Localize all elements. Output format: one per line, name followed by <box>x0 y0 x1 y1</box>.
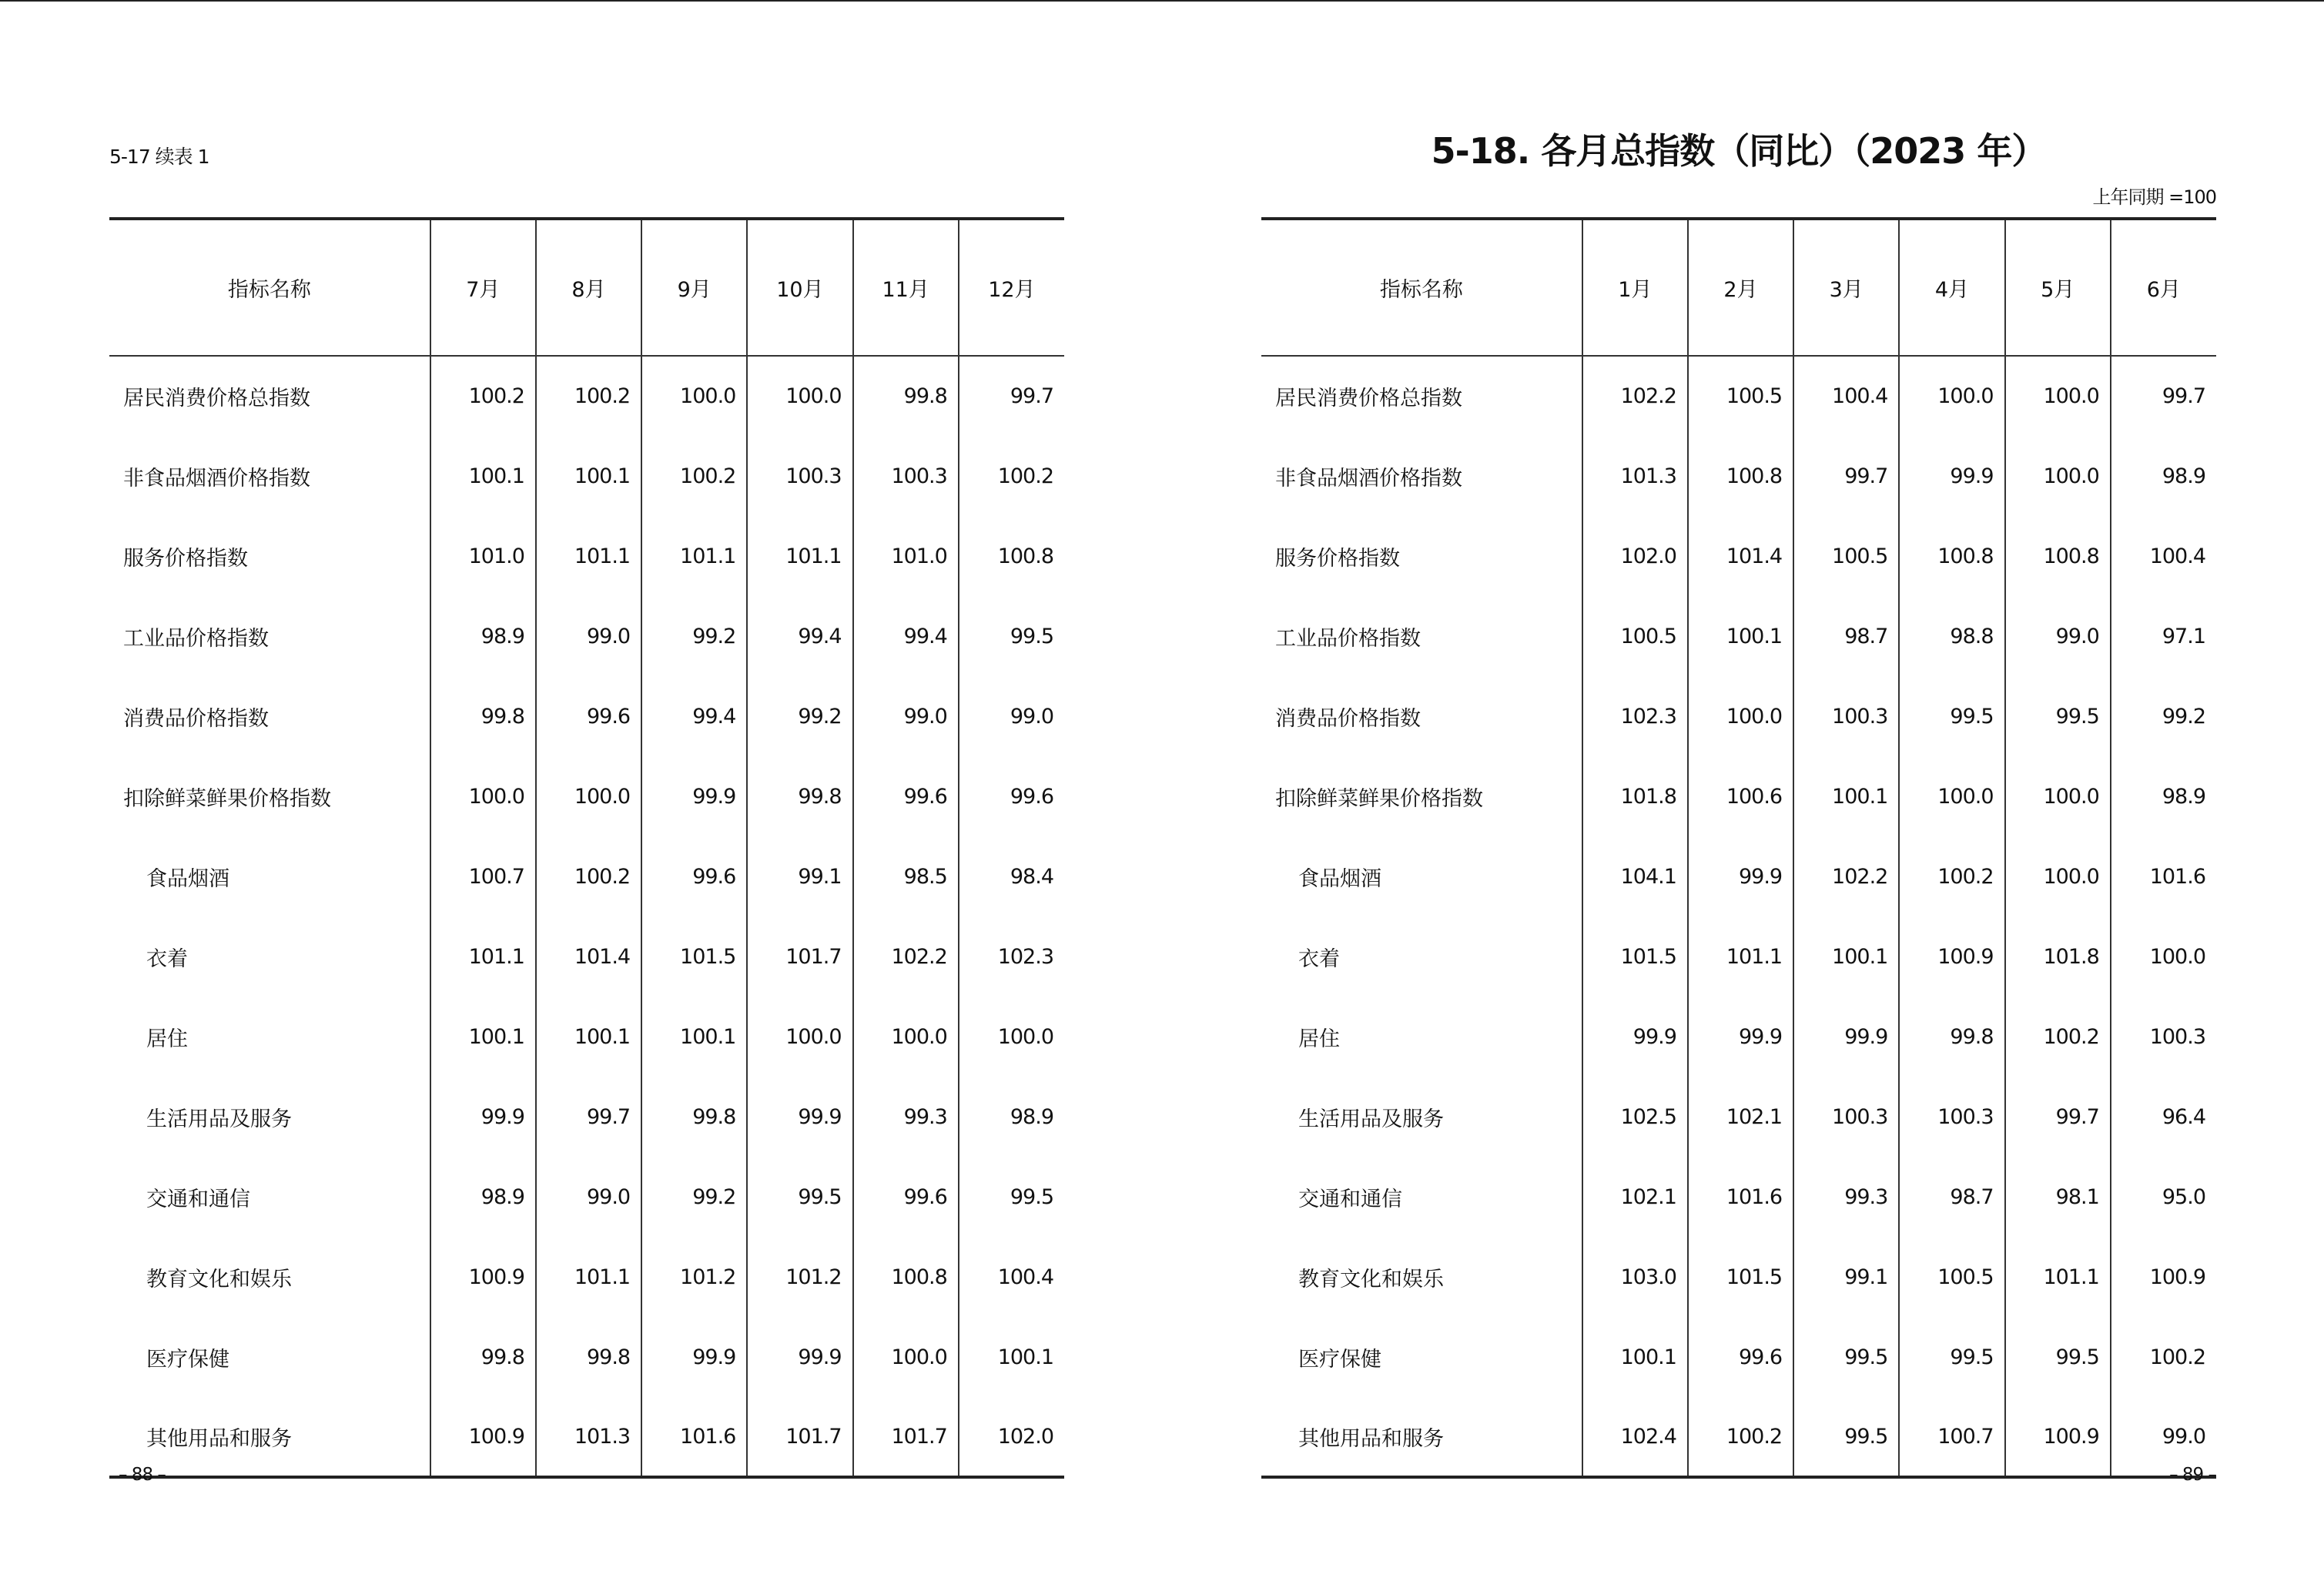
index-value-cell: 100.1 <box>641 997 747 1077</box>
index-value-cell: 100.1 <box>430 436 536 516</box>
index-value-cell: 99.0 <box>2111 1397 2216 1477</box>
index-value-cell: 100.8 <box>1688 436 1793 516</box>
index-value-cell: 101.8 <box>1582 756 1688 836</box>
index-value-cell: 100.0 <box>2005 436 2111 516</box>
index-value-cell: 99.2 <box>2111 676 2216 756</box>
index-value-cell: 100.0 <box>2005 756 2111 836</box>
index-value-cell: 100.7 <box>1899 1397 2004 1477</box>
index-value-cell: 102.5 <box>1582 1077 1688 1157</box>
table-row <box>1261 916 2216 997</box>
row-indicator-name: 衣着 <box>1298 946 1340 971</box>
row-indicator-name: 教育文化和娱乐 <box>146 1267 292 1292</box>
index-value-cell: 99.4 <box>641 676 747 756</box>
index-value-cell: 101.5 <box>1688 1237 1793 1317</box>
index-value-cell: 102.1 <box>1582 1157 1688 1237</box>
column-header-month: 7月 <box>430 219 536 356</box>
index-value-cell: 99.9 <box>1688 836 1793 916</box>
table-row <box>1261 356 2216 436</box>
index-value-cell: 99.3 <box>1793 1157 1899 1237</box>
index-value-cell: 100.4 <box>959 1237 1064 1317</box>
row-indicator-name: 衣着 <box>146 946 188 971</box>
table-body <box>109 356 1064 1477</box>
index-value-cell: 99.1 <box>747 836 852 916</box>
index-value-cell: 100.1 <box>536 436 641 516</box>
index-value-cell: 99.0 <box>536 1157 641 1237</box>
index-value-cell: 100.3 <box>1899 1077 2004 1157</box>
index-value-cell: 98.9 <box>430 596 536 676</box>
index-value-cell: 100.2 <box>959 436 1064 516</box>
index-value-cell: 100.9 <box>1899 916 2004 997</box>
index-value-cell: 102.0 <box>959 1397 1064 1477</box>
index-value-cell: 100.3 <box>853 436 959 516</box>
index-value-cell: 99.6 <box>853 756 959 836</box>
index-value-cell: 101.1 <box>430 916 536 997</box>
row-indicator-name: 教育文化和娱乐 <box>1298 1267 1444 1292</box>
column-header-month: 1月 <box>1582 219 1688 356</box>
index-value-cell: 99.9 <box>747 1317 852 1397</box>
row-indicator-name: 居住 <box>146 1027 188 1051</box>
index-value-cell: 100.0 <box>641 356 747 436</box>
index-value-cell: 99.1 <box>1793 1237 1899 1317</box>
index-value-cell: 102.2 <box>1582 356 1688 436</box>
index-value-cell: 100.8 <box>1899 516 2004 596</box>
table-row <box>109 676 1064 756</box>
table-row <box>109 1237 1064 1317</box>
index-value-cell: 99.7 <box>1793 436 1899 516</box>
index-value-cell: 99.5 <box>959 596 1064 676</box>
index-value-cell: 98.9 <box>430 1157 536 1237</box>
index-value-cell: 99.0 <box>853 676 959 756</box>
index-value-cell: 100.0 <box>2005 836 2111 916</box>
index-value-cell: 100.5 <box>1688 356 1793 436</box>
index-value-cell: 100.2 <box>641 436 747 516</box>
index-value-cell: 101.1 <box>2005 1237 2111 1317</box>
index-value-cell: 99.2 <box>641 1157 747 1237</box>
row-indicator-name: 居民消费价格总指数 <box>1275 387 1462 410</box>
index-value-cell: 101.1 <box>536 516 641 596</box>
base-note: 上年同期 =100 <box>2092 186 2216 208</box>
index-value-cell: 100.1 <box>536 997 641 1077</box>
table-row <box>1261 1317 2216 1397</box>
table-row <box>1261 676 2216 756</box>
row-indicator-name: 工业品价格指数 <box>123 626 269 651</box>
index-value-cell: 101.1 <box>1688 916 1793 997</box>
table-row <box>109 836 1064 916</box>
index-value-cell: 99.0 <box>959 676 1064 756</box>
row-indicator-name: 居住 <box>1298 1027 1340 1051</box>
index-value-cell: 99.4 <box>747 596 852 676</box>
index-value-cell: 100.0 <box>959 997 1064 1077</box>
index-value-cell: 100.2 <box>2005 997 2111 1077</box>
index-value-cell: 100.2 <box>1899 836 2004 916</box>
index-value-cell: 99.8 <box>641 1077 747 1157</box>
column-header-month: 9月 <box>641 219 747 356</box>
index-value-cell: 100.8 <box>2005 516 2111 596</box>
index-value-cell: 101.7 <box>747 916 852 997</box>
index-value-cell: 101.0 <box>853 516 959 596</box>
index-value-cell: 102.2 <box>1793 836 1899 916</box>
index-value-cell: 99.9 <box>1582 997 1688 1077</box>
index-value-cell: 100.0 <box>1899 756 2004 836</box>
index-value-cell: 100.3 <box>747 436 852 516</box>
column-header-month: 8月 <box>536 219 641 356</box>
column-header-month: 12月 <box>959 219 1064 356</box>
left-page <box>109 0 1064 1588</box>
index-value-cell: 100.3 <box>1793 1077 1899 1157</box>
index-value-cell: 98.7 <box>1899 1157 2004 1237</box>
index-value-cell: 99.8 <box>536 1317 641 1397</box>
index-value-cell: 99.8 <box>747 756 852 836</box>
index-value-cell: 99.9 <box>641 756 747 836</box>
index-value-cell: 102.2 <box>853 916 959 997</box>
index-value-cell: 99.9 <box>430 1077 536 1157</box>
column-header-month: 11月 <box>853 219 959 356</box>
index-value-cell: 100.4 <box>1793 356 1899 436</box>
column-header-month: 4月 <box>1899 219 2004 356</box>
page-title: 5-18. 各月总指数（同比）（2023 年） <box>1431 130 2047 172</box>
index-value-cell: 101.2 <box>641 1237 747 1317</box>
index-value-cell: 96.4 <box>2111 1077 2216 1157</box>
page-number: – 89 – <box>2169 1465 2216 1485</box>
index-value-cell: 98.9 <box>2111 756 2216 836</box>
index-value-cell: 100.8 <box>853 1237 959 1317</box>
index-value-cell: 99.7 <box>536 1077 641 1157</box>
left-data-table <box>109 217 1064 1479</box>
index-value-cell: 99.2 <box>641 596 747 676</box>
index-value-cell: 99.4 <box>853 596 959 676</box>
index-value-cell: 98.9 <box>2111 436 2216 516</box>
index-value-cell: 99.5 <box>1793 1397 1899 1477</box>
index-value-cell: 101.1 <box>641 516 747 596</box>
row-indicator-name: 消费品价格指数 <box>123 706 269 731</box>
table-row <box>109 997 1064 1077</box>
table-row <box>1261 1237 2216 1317</box>
index-value-cell: 101.1 <box>747 516 852 596</box>
index-value-cell: 100.4 <box>2111 516 2216 596</box>
index-value-cell: 101.0 <box>430 516 536 596</box>
index-value-cell: 100.3 <box>1793 676 1899 756</box>
row-indicator-name: 非食品烟酒价格指数 <box>1275 466 1462 491</box>
index-value-cell: 100.0 <box>853 1317 959 1397</box>
index-value-cell: 102.1 <box>1688 1077 1793 1157</box>
index-value-cell: 99.8 <box>430 1317 536 1397</box>
index-value-cell: 104.1 <box>1582 836 1688 916</box>
index-value-cell: 100.1 <box>1582 1317 1688 1397</box>
row-indicator-name: 服务价格指数 <box>123 546 248 571</box>
index-value-cell: 100.9 <box>2111 1237 2216 1317</box>
index-value-cell: 100.0 <box>747 997 852 1077</box>
index-value-cell: 99.8 <box>430 676 536 756</box>
row-indicator-name: 消费品价格指数 <box>1275 706 1421 731</box>
row-indicator-name: 扣除鲜菜鲜果价格指数 <box>123 786 331 811</box>
table-row <box>109 1157 1064 1237</box>
index-value-cell: 99.9 <box>747 1077 852 1157</box>
index-value-cell: 99.8 <box>1899 997 2004 1077</box>
row-indicator-name: 交通和通信 <box>146 1187 250 1211</box>
index-value-cell: 100.2 <box>1688 1397 1793 1477</box>
table-row <box>109 1317 1064 1397</box>
index-value-cell: 99.5 <box>1899 676 2004 756</box>
table-header-row <box>1261 219 2216 356</box>
row-indicator-name: 医疗保健 <box>146 1347 229 1372</box>
index-value-cell: 99.6 <box>536 676 641 756</box>
index-value-cell: 99.7 <box>2111 356 2216 436</box>
column-header-month: 10月 <box>747 219 852 356</box>
index-value-cell: 102.4 <box>1582 1397 1688 1477</box>
index-value-cell: 100.5 <box>1582 596 1688 676</box>
index-value-cell: 98.4 <box>959 836 1064 916</box>
index-value-cell: 100.3 <box>2111 997 2216 1077</box>
index-value-cell: 100.6 <box>1688 756 1793 836</box>
table-row <box>1261 1157 2216 1237</box>
index-value-cell: 100.0 <box>1688 676 1793 756</box>
table-row <box>1261 516 2216 596</box>
index-value-cell: 101.6 <box>2111 836 2216 916</box>
row-indicator-name: 医疗保健 <box>1298 1347 1381 1372</box>
column-header-month: 3月 <box>1793 219 1899 356</box>
index-value-cell: 102.0 <box>1582 516 1688 596</box>
table-row <box>1261 436 2216 516</box>
index-value-cell: 100.9 <box>2005 1397 2111 1477</box>
index-value-cell: 99.6 <box>853 1157 959 1237</box>
index-value-cell: 100.0 <box>747 356 852 436</box>
index-value-cell: 101.4 <box>1688 516 1793 596</box>
row-indicator-name: 食品烟酒 <box>146 866 229 891</box>
table-row <box>1261 997 2216 1077</box>
index-value-cell: 100.5 <box>1793 516 1899 596</box>
index-value-cell: 101.8 <box>2005 916 2111 997</box>
index-value-cell: 100.0 <box>1899 356 2004 436</box>
row-indicator-name: 食品烟酒 <box>1298 866 1381 891</box>
index-value-cell: 100.0 <box>430 756 536 836</box>
table-row <box>109 596 1064 676</box>
index-value-cell: 100.1 <box>430 997 536 1077</box>
table-row <box>1261 1077 2216 1157</box>
page-number: – 88 – <box>119 1465 166 1485</box>
index-value-cell: 99.7 <box>959 356 1064 436</box>
index-value-cell: 101.5 <box>1582 916 1688 997</box>
table-row <box>109 356 1064 436</box>
index-value-cell: 100.2 <box>536 836 641 916</box>
index-value-cell: 102.3 <box>959 916 1064 997</box>
table-row <box>1261 836 2216 916</box>
table-header-row <box>109 219 1064 356</box>
index-value-cell: 99.6 <box>1688 1317 1793 1397</box>
index-value-cell: 101.7 <box>853 1397 959 1477</box>
index-value-cell: 99.7 <box>2005 1077 2111 1157</box>
index-value-cell: 100.9 <box>430 1237 536 1317</box>
table-row <box>109 756 1064 836</box>
index-value-cell: 101.2 <box>747 1237 852 1317</box>
table-row <box>109 516 1064 596</box>
index-value-cell: 100.8 <box>959 516 1064 596</box>
row-indicator-name: 扣除鲜菜鲜果价格指数 <box>1275 786 1483 811</box>
right-data-table <box>1261 217 2216 1479</box>
index-value-cell: 99.5 <box>747 1157 852 1237</box>
index-value-cell: 99.5 <box>1793 1317 1899 1397</box>
index-value-cell: 98.9 <box>959 1077 1064 1157</box>
index-value-cell: 99.8 <box>853 356 959 436</box>
index-value-cell: 98.7 <box>1793 596 1899 676</box>
index-value-cell: 100.0 <box>2111 916 2216 997</box>
row-indicator-name: 其他用品和服务 <box>1261 1397 1582 1477</box>
index-value-cell: 100.9 <box>430 1397 536 1477</box>
index-value-cell: 100.0 <box>2005 356 2111 436</box>
continuation-label: 5-17 续表 1 <box>109 146 209 168</box>
index-value-cell: 100.2 <box>536 356 641 436</box>
column-header-month: 2月 <box>1688 219 1793 356</box>
index-value-cell: 100.5 <box>1899 1237 2004 1317</box>
index-value-cell: 99.6 <box>641 836 747 916</box>
index-value-cell: 100.2 <box>430 356 536 436</box>
index-value-cell: 99.5 <box>2005 676 2111 756</box>
right-page <box>1261 0 2216 1588</box>
table-row <box>109 436 1064 516</box>
index-value-cell: 101.6 <box>641 1397 747 1477</box>
column-header-month: 5月 <box>2005 219 2111 356</box>
index-value-cell: 100.1 <box>1688 596 1793 676</box>
row-indicator-name: 非食品烟酒价格指数 <box>123 466 310 491</box>
index-value-cell: 99.2 <box>747 676 852 756</box>
table-row <box>109 1397 1064 1477</box>
table-row <box>1261 1397 2216 1477</box>
row-indicator-name: 服务价格指数 <box>1275 546 1400 571</box>
index-value-cell: 101.3 <box>1582 436 1688 516</box>
index-value-cell: 100.1 <box>1793 756 1899 836</box>
row-indicator-name: 生活用品及服务 <box>146 1107 292 1131</box>
index-value-cell: 99.5 <box>1899 1317 2004 1397</box>
index-value-cell: 101.5 <box>641 916 747 997</box>
index-value-cell: 99.3 <box>853 1077 959 1157</box>
index-value-cell: 99.9 <box>1899 436 2004 516</box>
index-value-cell: 99.9 <box>641 1317 747 1397</box>
index-value-cell: 99.0 <box>536 596 641 676</box>
row-indicator-name: 居民消费价格总指数 <box>123 387 310 410</box>
table-row <box>1261 596 2216 676</box>
index-value-cell: 99.6 <box>959 756 1064 836</box>
index-value-cell: 101.3 <box>536 1397 641 1477</box>
column-header-indicator-name: 指标名称 <box>109 219 430 356</box>
column-header-indicator-name: 指标名称 <box>1261 219 1582 356</box>
table-row <box>109 916 1064 997</box>
index-value-cell: 100.1 <box>959 1317 1064 1397</box>
row-indicator-name: 其他用品和服务 <box>109 1397 430 1477</box>
index-value-cell: 101.4 <box>536 916 641 997</box>
index-value-cell: 100.0 <box>853 997 959 1077</box>
index-value-cell: 102.3 <box>1582 676 1688 756</box>
index-value-cell: 98.1 <box>2005 1157 2111 1237</box>
index-value-cell: 100.1 <box>1793 916 1899 997</box>
index-value-cell: 97.1 <box>2111 596 2216 676</box>
index-value-cell: 98.5 <box>853 836 959 916</box>
index-value-cell: 98.8 <box>1899 596 2004 676</box>
column-header-month: 6月 <box>2111 219 2216 356</box>
index-value-cell: 99.5 <box>959 1157 1064 1237</box>
table-body <box>1261 356 2216 1477</box>
index-value-cell: 95.0 <box>2111 1157 2216 1237</box>
index-value-cell: 100.2 <box>2111 1317 2216 1397</box>
table-row <box>1261 756 2216 836</box>
index-value-cell: 101.7 <box>747 1397 852 1477</box>
row-indicator-name: 交通和通信 <box>1298 1187 1402 1211</box>
row-indicator-name: 生活用品及服务 <box>1298 1107 1444 1131</box>
index-value-cell: 99.5 <box>2005 1317 2111 1397</box>
index-value-cell: 100.0 <box>536 756 641 836</box>
index-value-cell: 99.0 <box>2005 596 2111 676</box>
index-value-cell: 99.9 <box>1793 997 1899 1077</box>
index-value-cell: 100.7 <box>430 836 536 916</box>
row-indicator-name: 工业品价格指数 <box>1275 626 1421 651</box>
table-row <box>109 1077 1064 1157</box>
index-value-cell: 101.6 <box>1688 1157 1793 1237</box>
index-value-cell: 99.9 <box>1688 997 1793 1077</box>
index-value-cell: 101.1 <box>536 1237 641 1317</box>
index-value-cell: 103.0 <box>1582 1237 1688 1317</box>
